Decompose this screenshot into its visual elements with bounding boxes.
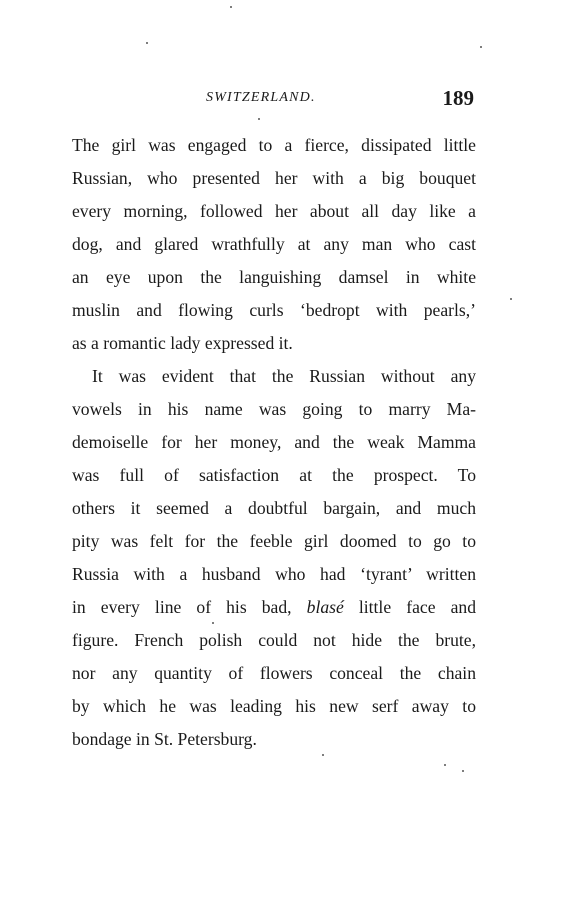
text-line: demoiselle for her money, and the weak Mamma xyxy=(72,432,476,452)
text-line: Russian, who presented her with a big bouquet xyxy=(72,168,476,188)
text-line: pity was felt for the feeble girl doomed to go to xyxy=(72,531,476,551)
text-line: bondage in St. Petersburg. xyxy=(72,729,257,749)
text-line: others it seemed a doubtful bargain, and much xyxy=(72,498,476,518)
scan-speck xyxy=(212,622,214,624)
page-number: 189 xyxy=(442,86,474,110)
text-line: by which he was leading his new serf away to xyxy=(72,696,476,716)
scan-speck xyxy=(258,118,260,120)
scan-speck xyxy=(480,46,482,48)
scan-speck xyxy=(230,6,232,8)
text-line: The girl was engaged to a fierce, dissipated little xyxy=(72,135,476,155)
text-line: Russia with a husband who had ‘tyrant’ written xyxy=(72,564,476,584)
text-line: figure. French polish could not hide the brute, xyxy=(72,630,476,650)
running-head xyxy=(72,88,476,112)
scan-speck xyxy=(510,298,512,300)
paragraph-2 xyxy=(72,365,476,761)
text-line: as a romantic lady expressed it. xyxy=(72,333,293,353)
scan-speck xyxy=(146,42,148,44)
text-line: an eye upon the languishing damsel in white xyxy=(72,267,476,287)
running-title: SWITZERLAND. xyxy=(206,90,316,105)
text-line: nor any quantity of flowers conceal the chain xyxy=(72,663,476,683)
text-line: vowels in his name was going to marry Ma- xyxy=(72,399,476,419)
scan-speck xyxy=(444,764,446,766)
body-text xyxy=(72,134,476,761)
scan-speck xyxy=(462,770,464,772)
text-line: was full of satisfaction at the prospect. To xyxy=(72,465,476,485)
paragraph-1 xyxy=(72,134,476,365)
text-line: It was evident that the Russian without any xyxy=(92,366,476,386)
text-line: dog, and glared wrathfully at any man who cast xyxy=(72,234,476,254)
scan-speck xyxy=(322,754,324,756)
text-line: muslin and flowing curls ‘bedropt with pearls,’ xyxy=(72,300,476,320)
text-line: in every line of his bad, blasé little face and xyxy=(72,597,476,617)
text-line: every morning, followed her about all day like a xyxy=(72,201,476,221)
